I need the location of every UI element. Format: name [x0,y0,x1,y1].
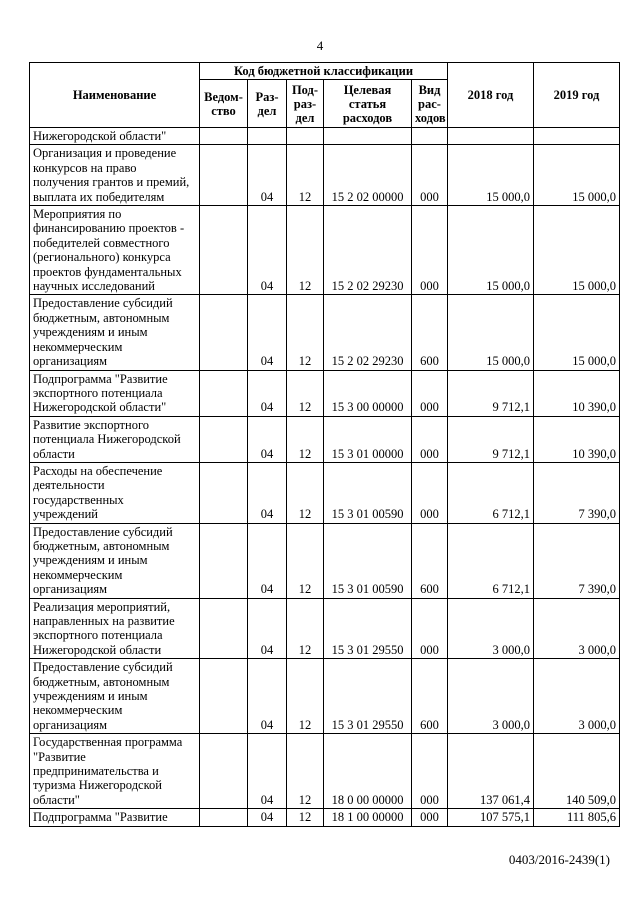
table-row [30,523,620,598]
table-row [30,809,620,826]
row-podrazdel: 12 [287,809,324,826]
row-razdel: 04 [248,734,287,809]
table-row [30,295,620,370]
row-name: Нижегородской области" [30,128,200,145]
row-2018: 3 000,0 [448,659,534,734]
row-razdel: 04 [248,462,287,523]
row-ved [200,128,248,145]
row-vr: 000 [412,809,448,826]
row-name: Мероприятия по финансированию проектов - победителей совместного (регионального) конкурса проектов фундаментальных научных исследований [30,206,200,295]
row-2018: 15 000,0 [448,145,534,206]
header-razdel: Раз- дел [248,80,287,128]
row-2018: 15 000,0 [448,295,534,370]
row-vr [412,128,448,145]
row-ved [200,659,248,734]
row-ved [200,598,248,659]
row-vr: 000 [412,462,448,523]
table-row [30,659,620,734]
header-ved: Ведом- ство [200,80,248,128]
row-2018 [448,128,534,145]
row-vr: 000 [412,416,448,462]
table-row [30,462,620,523]
row-name: Предоставление субсидий бюджетным, автономным учреждениям и иным некоммерческим организациям [30,523,200,598]
row-csr: 15 2 02 00000 [324,145,412,206]
row-2019 [534,128,620,145]
row-vr: 000 [412,206,448,295]
row-csr: 18 0 00 00000 [324,734,412,809]
row-razdel: 04 [248,523,287,598]
row-2019: 3 000,0 [534,659,620,734]
header-2019: 2019 год [534,63,620,128]
row-razdel: 04 [248,145,287,206]
row-podrazdel [287,128,324,145]
table-row [30,128,620,145]
row-ved [200,462,248,523]
row-2019: 111 805,6 [534,809,620,826]
row-name: Подпрограмма "Развитие экспортного потенциала Нижегородской области" [30,370,200,416]
row-ved [200,145,248,206]
document-code: 0403/2016-2439(1) [508,852,610,867]
row-vr: 000 [412,145,448,206]
row-name: Расходы на обеспечение деятельности государственных учреждений [30,462,200,523]
page-number: 4 [316,38,324,53]
row-2019: 140 509,0 [534,734,620,809]
table-row [30,370,620,416]
row-2019: 10 390,0 [534,370,620,416]
header-vr: Вид рас- ходов [412,80,448,128]
row-ved [200,416,248,462]
row-name: Реализация мероприятий, направленных на развитие экспортного потенциала Нижегородской области [30,598,200,659]
row-2018: 9 712,1 [448,416,534,462]
table-row [30,416,620,462]
row-csr: 15 3 01 00000 [324,416,412,462]
row-vr: 000 [412,734,448,809]
header-kbk-group: Код бюджетной классификации [200,63,448,80]
table-row [30,598,620,659]
row-razdel: 04 [248,809,287,826]
row-2019: 15 000,0 [534,295,620,370]
row-csr: 18 1 00 00000 [324,809,412,826]
row-podrazdel: 12 [287,145,324,206]
row-2018: 15 000,0 [448,206,534,295]
row-2019: 3 000,0 [534,598,620,659]
row-csr: 15 3 01 29550 [324,659,412,734]
row-name: Предоставление субсидий бюджетным, автономным учреждениям и иным некоммерческим организациям [30,295,200,370]
row-2019: 7 390,0 [534,523,620,598]
row-razdel: 04 [248,370,287,416]
row-csr: 15 2 02 29230 [324,295,412,370]
row-razdel: 04 [248,295,287,370]
row-podrazdel: 12 [287,206,324,295]
row-name: Государственная программа "Развитие предпринимательства и туризма Нижегородской области" [30,734,200,809]
row-razdel [248,128,287,145]
row-vr: 600 [412,523,448,598]
table-row [30,734,620,809]
row-2018: 107 575,1 [448,809,534,826]
row-razdel: 04 [248,598,287,659]
row-razdel: 04 [248,416,287,462]
row-csr: 15 2 02 29230 [324,206,412,295]
row-ved [200,295,248,370]
header-2018: 2018 год [448,63,534,128]
row-2019: 15 000,0 [534,206,620,295]
row-2018: 9 712,1 [448,370,534,416]
row-csr: 15 3 00 00000 [324,370,412,416]
table-row [30,206,620,295]
row-ved [200,734,248,809]
row-podrazdel: 12 [287,370,324,416]
row-name: Развитие экспортного потенциала Нижегородской области [30,416,200,462]
row-podrazdel: 12 [287,734,324,809]
row-name: Организация и проведение конкурсов на право получения грантов и премий, выплата их победителям [30,145,200,206]
header-name: Наименование [30,63,200,128]
row-csr: 15 3 01 29550 [324,598,412,659]
row-vr: 600 [412,295,448,370]
row-name: Подпрограмма "Развитие [30,809,200,826]
row-csr: 15 3 01 00590 [324,523,412,598]
budget-table-body [30,128,620,827]
header-csr: Целевая статья расходов [324,80,412,128]
row-2018: 6 712,1 [448,523,534,598]
budget-table [29,62,620,827]
row-2019: 7 390,0 [534,462,620,523]
row-podrazdel: 12 [287,659,324,734]
row-2019: 15 000,0 [534,145,620,206]
row-2018: 6 712,1 [448,462,534,523]
row-name: Предоставление субсидий бюджетным, автономным учреждениям и иным некоммерческим организациям [30,659,200,734]
row-ved [200,523,248,598]
row-vr: 000 [412,370,448,416]
row-csr: 15 3 01 00590 [324,462,412,523]
row-2018: 137 061,4 [448,734,534,809]
row-csr [324,128,412,145]
row-ved [200,206,248,295]
row-ved [200,370,248,416]
table-row [30,145,620,206]
row-ved [200,809,248,826]
row-podrazdel: 12 [287,598,324,659]
row-razdel: 04 [248,206,287,295]
row-podrazdel: 12 [287,295,324,370]
row-podrazdel: 12 [287,416,324,462]
row-vr: 000 [412,598,448,659]
row-podrazdel: 12 [287,523,324,598]
header-podrazdel: Под- раз- дел [287,80,324,128]
row-vr: 600 [412,659,448,734]
row-razdel: 04 [248,659,287,734]
row-2018: 3 000,0 [448,598,534,659]
row-podrazdel: 12 [287,462,324,523]
row-2019: 10 390,0 [534,416,620,462]
